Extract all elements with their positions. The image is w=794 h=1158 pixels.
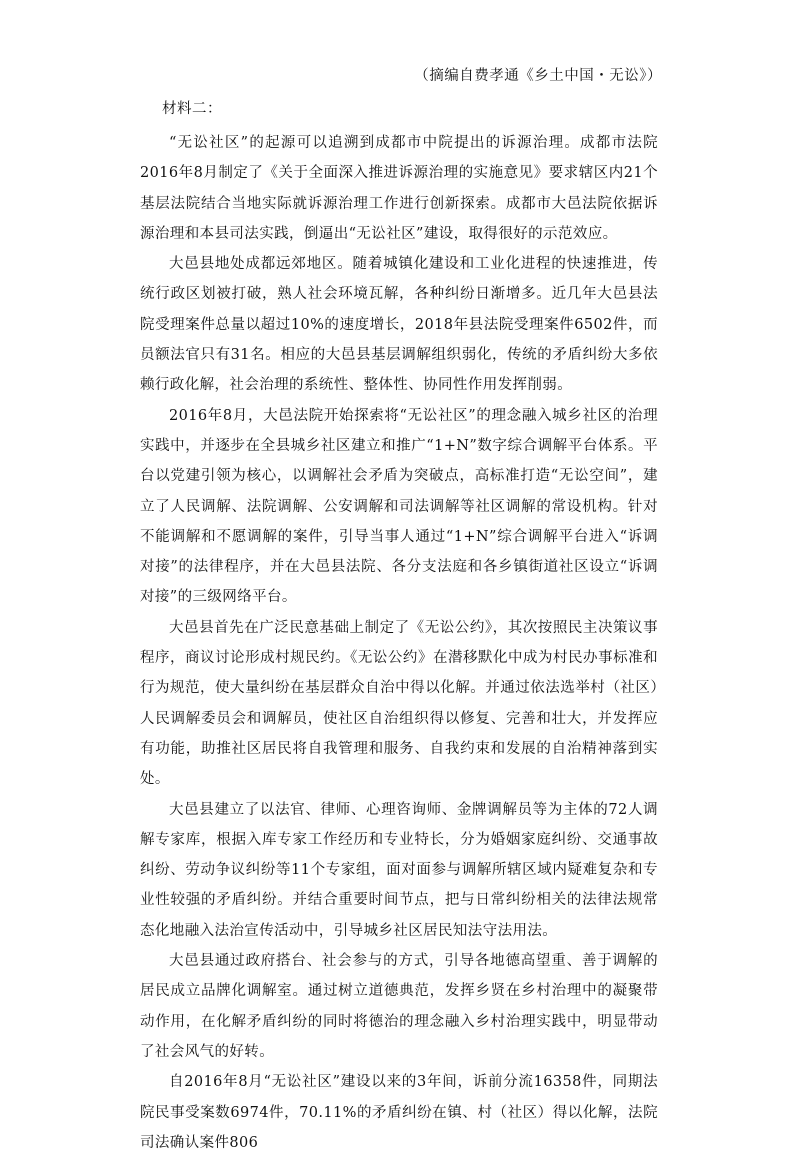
paragraph: 大邑县地处成都远郊地区。随着城镇化建设和工业化进程的快速推进，传统行政区划被打破，熟人社会环境瓦解，各种纠纷日渐增多。近几年大邑县法院受理案件总量以超过10%的速度增长，2018年县法院受理案件6502件，而员额法官只有31名。相应的大邑县基层调解组织弱化，传统的矛盾纠纷大多依赖行政化解，社会治理的系统性、整体性、协同性作用发挥削弱。 <box>140 256 658 394</box>
source-note: （摘编自费孝通《乡土中国・无讼》） <box>414 68 662 84</box>
paragraph: 大邑县首先在广泛民意基础上制定了《无讼公约》，其次按照民主决策议事程序，商议讨论形成村规民约。《无讼公约》在潜移默化中成为村民办事标准和行为规范，使大量纠纷在基层群众自治中得以化解。并通过依法选举村（社区）人民调解委员会和调解员，使社区自治组织得以修复、完善和壮大，并发挥应有功能，助推社区居民将自我管理和服务、自我约束和发展的自治精神落到实处。 <box>140 619 658 788</box>
section-label: 材料二： <box>162 101 222 117</box>
paragraph: 大邑县建立了以法官、律师、心理咨询师、金牌调解员等为主体的72人调解专家库，根据入库专家工作经历和专业特长，分为婚姻家庭纠纷、交通事故纠纷、劳动争议纠纷等11个专家组，面对面参与调解所辖区域内疑难复杂和专业性较强的矛盾纠纷。并结合重要时间节点，把与日常纠纷相关的法律法规常态化地融入法治宣传活动中，引导城乡社区居民知法守法用法。 <box>140 801 658 939</box>
paragraph: “无讼社区”的起源可以追溯到成都市中院提出的诉源治理。成都市法院2016年8月制定了《关于全面深入推进诉源治理的实施意见》要求辖区内21个基层法院结合当地实际就诉源治理工作进行创新探索。成都市大邑法院依据诉源治理和本县司法实践，倒逼出“无讼社区”建设，取得很好的示范效应。 <box>140 135 658 242</box>
article-body <box>140 128 658 1158</box>
paragraph: 自2016年8月“无讼社区”建设以来的3年间，诉前分流16358件，同期法院民事受案数6974件，70.11%的矛盾纠纷在镇、村（社区）得以化解，法院司法确认案件806 <box>140 1074 658 1151</box>
paragraph: 2016年8月，大邑法院开始探索将“无讼社区”的理念融入城乡社区的治理实践中，并逐步在全县城乡社区建立和推广“1+N”数字综合调解平台体系。平台以党建引领为核心，以调解社会矛盾为突破点，高标准打造“无讼空间”，建立了人民调解、法院调解、公安调解和司法调解等社区调解的常设机构。针对不能调解和不愿调解的案件，引导当事人通过“1+N”综合调解平台进入“诉调对接”的法律程序，并在大邑县法院、各分支法庭和各乡镇街道社区设立“诉调对接”的三级网络平台。 <box>140 407 658 606</box>
paragraph: 大邑县通过政府搭台、社会参与的方式，引导各地德高望重、善于调解的居民成立品牌化调解室。通过树立道德典范，发挥乡贤在乡村治理中的凝聚带动作用，在化解矛盾纠纷的同时将德治的理念融入乡村治理实践中，明显带动了社会风气的好转。 <box>140 953 658 1060</box>
